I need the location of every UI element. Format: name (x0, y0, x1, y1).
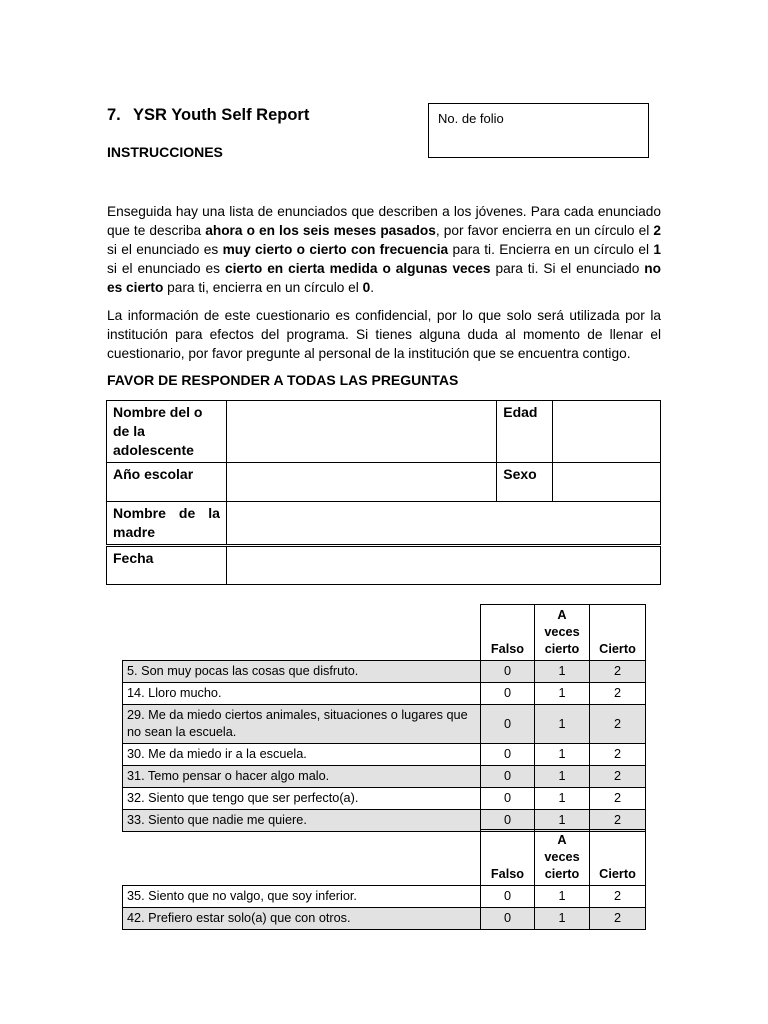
paragraph-text: para ti. Encierra en un círculo el (448, 242, 654, 257)
emphasis-text: cierto en cierta medida o algunas veces (224, 261, 491, 276)
sex-label: Sexo (497, 463, 553, 502)
emphasis-text: 2 (653, 223, 661, 238)
question-text: 30. Me da miedo ir a la escuela. (123, 744, 481, 766)
question-text: 31. Temo pensar o hacer algo malo. (123, 766, 481, 788)
mother-field[interactable] (226, 502, 660, 545)
answer-falso[interactable]: 0 (481, 908, 535, 930)
question-text: 5. Son muy pocas las cosas que disfruto. (123, 661, 481, 683)
question-row (123, 766, 646, 788)
answer-cierto[interactable]: 2 (590, 788, 646, 810)
question-text: 35. Siento que no valgo, que soy inferior. (123, 886, 481, 908)
section-title: YSR Youth Self Report (133, 106, 310, 124)
paragraph-text: si el enunciado es (107, 242, 223, 257)
grade-label: Año escolar (107, 463, 227, 502)
mother-label: Nombre de la madre (107, 502, 227, 545)
page-title (107, 106, 309, 125)
paragraph-text: . (370, 280, 375, 295)
age-field[interactable] (553, 401, 661, 463)
answer-cierto[interactable]: 2 (590, 908, 646, 930)
answer-a-veces[interactable]: 1 (535, 705, 590, 744)
answer-a-veces[interactable]: 1 (535, 766, 590, 788)
answer-cierto[interactable]: 2 (590, 705, 646, 744)
paragraph-text: , por favor encierra en un círculo el (435, 223, 654, 238)
answer-falso[interactable]: 0 (481, 683, 535, 705)
date-label: Fecha (107, 547, 227, 585)
answer-a-veces[interactable]: 1 (535, 788, 590, 810)
paragraph-text: si el enunciado es (107, 261, 225, 276)
answer-a-veces[interactable]: 1 (535, 744, 590, 766)
answer-cierto[interactable]: 2 (590, 661, 646, 683)
answer-falso[interactable]: 0 (481, 810, 535, 832)
question-text: 33. Siento que nadie me quiere. (123, 810, 481, 832)
question-text: 32. Siento que tengo que ser perfecto(a). (123, 788, 481, 810)
folio-box[interactable] (428, 103, 649, 158)
question-text: 29. Me da miedo ciertos animales, situaciones o lugares que no sean la escuela. (123, 705, 481, 744)
age-label: Edad (497, 401, 553, 463)
answer-cierto[interactable]: 2 (590, 683, 646, 705)
header-falso: Falso (481, 605, 535, 661)
question-row (123, 744, 646, 766)
sex-field[interactable] (553, 463, 661, 502)
section-number: 7. (107, 106, 121, 124)
answer-a-veces[interactable]: 1 (535, 908, 590, 930)
answer-falso[interactable]: 0 (481, 661, 535, 683)
header-blank (123, 830, 481, 886)
date-table (106, 546, 661, 585)
question-row (123, 886, 646, 908)
questions-table-1 (122, 604, 646, 832)
question-row (123, 683, 646, 705)
header-cierto: Cierto (590, 605, 646, 661)
header-a-veces: A veces cierto (535, 830, 590, 886)
answer-a-veces[interactable]: 1 (535, 886, 590, 908)
answer-a-veces[interactable]: 1 (535, 810, 590, 832)
instructions-heading: INSTRUCCIONES (107, 144, 223, 160)
answer-cierto[interactable]: 2 (590, 766, 646, 788)
answer-falso[interactable]: 0 (481, 886, 535, 908)
question-text: 42. Prefiero estar solo(a) que con otros. (123, 908, 481, 930)
student-info-table (106, 400, 661, 545)
answer-cierto[interactable]: 2 (590, 810, 646, 832)
emphasis-text: 0 (362, 280, 371, 295)
questions-table-2 (122, 829, 646, 930)
paragraph-text: para ti. Si el enunciado (490, 261, 645, 276)
answer-cierto[interactable]: 2 (590, 886, 646, 908)
question-text: 14. Lloro mucho. (123, 683, 481, 705)
header-cierto: Cierto (590, 830, 646, 886)
date-field[interactable] (226, 547, 660, 585)
answer-cierto[interactable]: 2 (590, 744, 646, 766)
answer-a-veces[interactable]: 1 (535, 661, 590, 683)
question-row (123, 788, 646, 810)
name-field[interactable] (226, 401, 496, 463)
question-row (123, 661, 646, 683)
emphasis-text: muy cierto o cierto con frecuencia (222, 242, 449, 257)
header-blank (123, 605, 481, 661)
grade-field[interactable] (226, 463, 496, 502)
emphasis-text: no es cierto (107, 261, 661, 295)
question-row (123, 705, 646, 744)
header-falso: Falso (481, 830, 535, 886)
answer-falso[interactable]: 0 (481, 788, 535, 810)
paragraph-text: para ti, encierra en un círculo el (163, 280, 363, 295)
answer-all-heading: FAVOR DE RESPONDER A TODAS LAS PREGUNTAS (107, 372, 459, 388)
emphasis-text: 1 (653, 242, 661, 257)
answer-a-veces[interactable]: 1 (535, 683, 590, 705)
paragraph-text: Enseguida hay una lista de enunciados que describen a los jóvenes. Para cada enunciado que te describa (107, 204, 661, 238)
instructions-paragraph (107, 202, 661, 297)
folio-label: No. de folio (438, 111, 504, 126)
name-label: Nombre del o de la adolescente (107, 401, 227, 463)
confidentiality-paragraph: La información de este cuestionario es confidencial, por lo que solo será utilizada por la institución para efectos del programa. Si tienes alguna duda al momento de llenar el cuestionario, por favor pregunte al personal de la institución que se encuentra contigo. (107, 308, 661, 361)
question-row (123, 908, 646, 930)
answer-falso[interactable]: 0 (481, 744, 535, 766)
answer-falso[interactable]: 0 (481, 766, 535, 788)
emphasis-text: ahora o en los seis meses pasados (205, 223, 436, 238)
answer-falso[interactable]: 0 (481, 705, 535, 744)
header-a-veces: A veces cierto (535, 605, 590, 661)
